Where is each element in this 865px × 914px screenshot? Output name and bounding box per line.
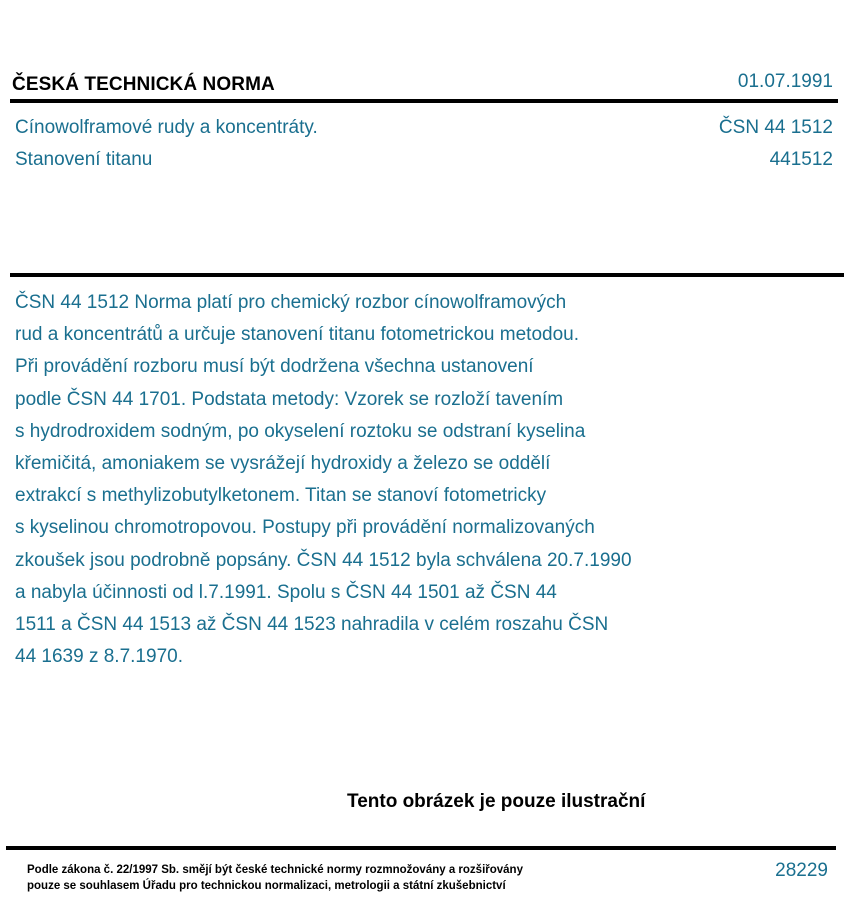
header-divider [10,99,838,103]
footer-divider [6,846,836,850]
document-number: 28229 [775,860,828,881]
legal-notice [27,862,523,894]
illustration-note: Tento obrázek je pouze ilustrační [347,791,646,812]
abstract-line: křemičitá, amoniakem se vysrážejí hydroxidy a železo se oddělí [15,453,551,475]
abstract-line: rud a koncentrátů a určuje stanovení titanu fotometrickou metodou. [15,324,579,346]
effective-date: 01.07.1991 [737,71,833,92]
abstract-line: 1511 a ČSN 44 1513 až ČSN 44 1523 nahradila v celém roszahu ČSN [15,614,609,636]
abstract-line: Při provádění rozboru musí být dodržena všechna ustanovení [15,356,534,378]
legal-notice-line-2: pouze se souhlasem Úřadu pro technickou normalizaci, metrologii a státní zkušebnictví [27,880,506,892]
document-title: ČESKÁ TECHNICKÁ NORMA [12,74,275,95]
standard-code: ČSN 44 1512 [718,117,833,138]
class-number: 441512 [769,149,833,170]
abstract-line: ČSN 44 1512 Norma platí pro chemický rozbor cínowolframových [15,292,567,313]
abstract-line: a nabyla účinnosti od l.7.1991. Spolu s ČSN 44 1501 až ČSN 44 [15,581,557,603]
legal-notice-line-1: Podle zákona č. 22/1997 Sb. smějí být české technické normy rozmnožovány a rozšiřovány [27,864,523,876]
abstract-line: podle ČSN 44 1701. Podstata metody: Vzorek se rozloží tavením [15,388,564,410]
section-divider [10,273,844,277]
abstract-line: zkoušek jsou podrobně popsány. ČSN 44 1512 byla schválena 20.7.1990 [15,549,632,571]
abstract-line: s kyselinou chromotropovou. Postupy při provádění normalizovaných [15,517,595,539]
abstract-line: s hydrodroxidem sodným, po okyselení roztoku se odstraní kyselina [15,420,586,442]
subject-title-line-2: Stanovení titanu [15,149,153,170]
abstract-line: extrakcí s methylizobutylketonem. Titan se stanoví fotometricky [15,485,547,507]
abstract-line: 44 1639 z 8.7.1970. [15,646,183,668]
abstract-text [15,287,775,673]
subject-title-line-1: Cínowolframové rudy a koncentráty. [15,117,318,138]
